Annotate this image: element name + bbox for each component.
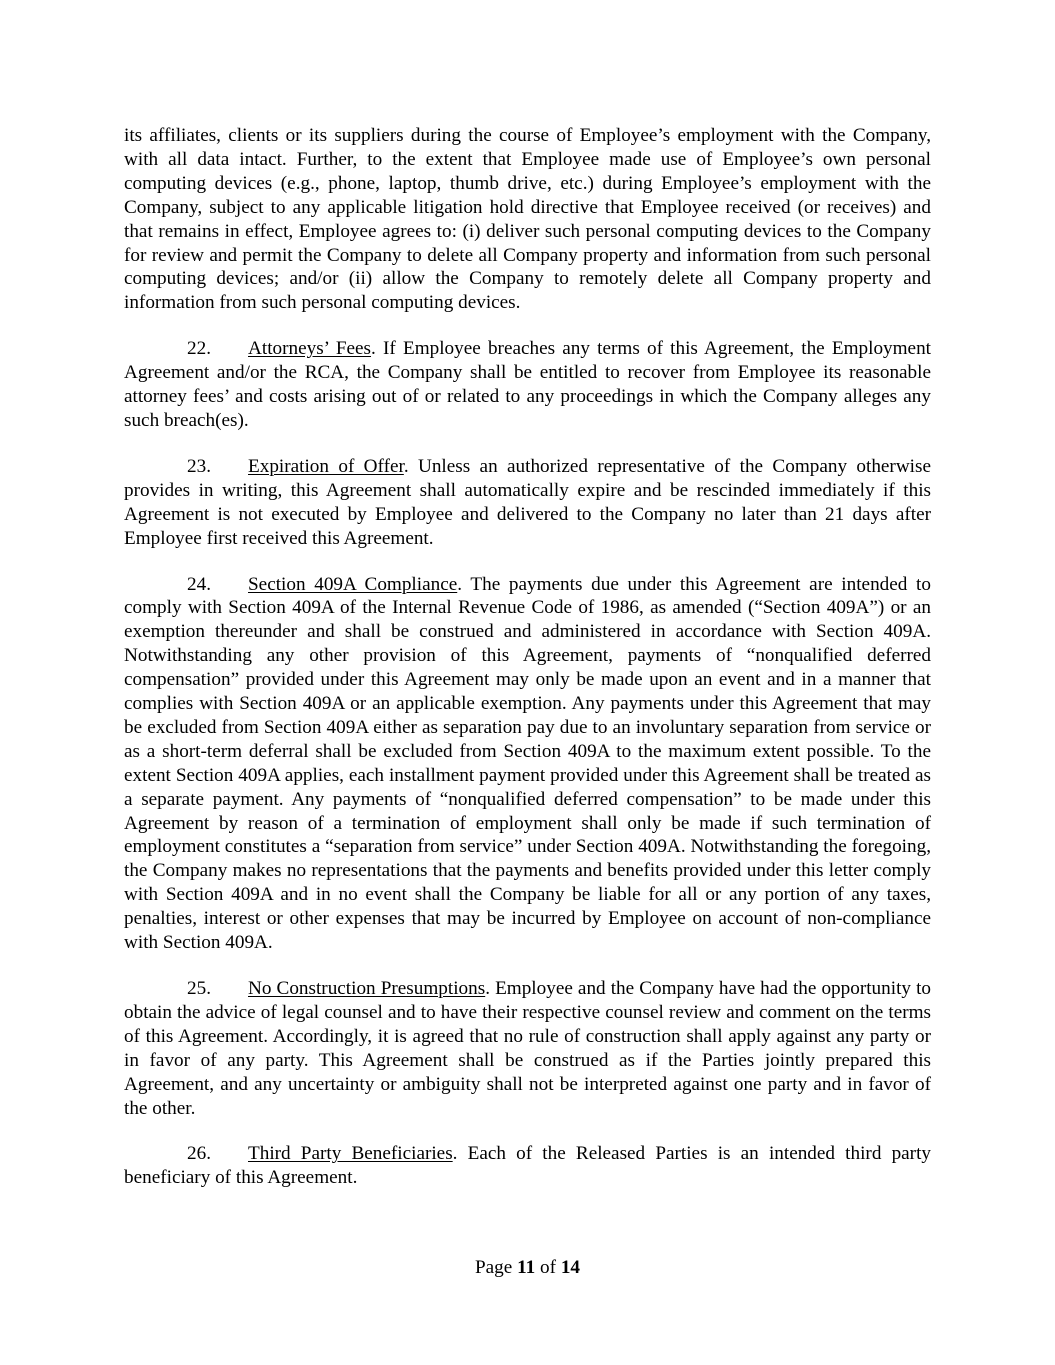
- paragraph-number: 23.: [187, 455, 211, 477]
- paragraph-heading: Attorneys’ Fees: [248, 338, 372, 360]
- document-body: [124, 124, 931, 1212]
- paragraph-24-section-409a: [124, 573, 931, 956]
- paragraph-number: 26.: [187, 1143, 211, 1165]
- paragraph-text: Each of the Released Parties is an intended third party beneficiary of this Agreement.: [124, 1143, 931, 1189]
- paragraph-text: Employee and the Company have had the opportunity to obtain the advice of legal counsel and to have their respective counsel review and comment on the terms of this Agreement. Accordingly, it is agreed that no rule of construction shall apply against any party or in favor of any party. This Agreement shall be construed as if the Parties jointly prepared this Agreement, and any uncertainty or ambiguity shall not be interpreted against one party and in favor of the other.: [124, 978, 931, 1119]
- heading-punctuation: .: [371, 338, 376, 360]
- paragraph-text: Unless an authorized representative of the Company otherwise provides in writing, this Agreement shall automatically expire and be rescinded immediately if this Agreement is not executed by Employee and delivered to the Company no later than 21 days after Employee first received this Agreement.: [124, 455, 931, 549]
- page-of-label: of: [535, 1257, 561, 1278]
- paragraph-number: 24.: [187, 573, 211, 595]
- paragraph-number: 22.: [187, 338, 211, 360]
- current-page-number: 11: [517, 1257, 536, 1278]
- paragraph-heading: Section 409A Compliance: [248, 573, 458, 595]
- heading-punctuation: .: [485, 978, 490, 999]
- heading-punctuation: .: [452, 1143, 458, 1165]
- paragraph-continued: [124, 124, 931, 315]
- page-footer: [0, 1256, 1055, 1280]
- heading-punctuation: .: [457, 573, 463, 595]
- paragraph-text: If Employee breaches any terms of this Agreement, the Employment Agreement and/or the RCA, the Company shall be entitled to recover from Employee its reasonable attorney fees’ and costs arising out of or related to any proceedings in which the Company alleges any such breach(es).: [124, 338, 932, 431]
- paragraph-23-expiration-of-offer: [124, 455, 931, 551]
- paragraph-heading: No Construction Presumptions: [248, 978, 486, 999]
- page-label: Page: [474, 1257, 518, 1278]
- paragraph-26-third-party-beneficiaries: [124, 1142, 931, 1190]
- paragraph-text: its affiliates, clients or its suppliers during the course of Employee’s employment with the Company, with all data intact. Further, to the extent that Employee made use of Employee’s own personal computing devices (e.g., phone, laptop, thumb drive, etc.) during Employee’s employment with the Company, subject to any applicable litigation hold directive that Employee received (or receives) and that remains in effect, Employee agrees to: (i) deliver such personal computing devices to the Company for review and permit the Company to delete all Company property and information from such personal computing devices; and/or (ii) allow the Company to remotely delete all Company property and information from such personal computing devices.: [124, 125, 931, 314]
- paragraph-heading: Expiration of Offer: [248, 455, 404, 477]
- paragraph-text: The payments due under this Agreement are intended to comply with Section 409A of the Internal Revenue Code of 1986, as amended (“Section 409A”) or an exemption thereunder and shall be construed and administered in accordance with Section 409A. Notwithstanding any other provision of this Agreement, payments of “nonqualified deferred compensation” provided under this Agreement may only be made upon an event and in a manner that complies with Section 409A or an applicable exemption. Any payments under this Agreement that may be excluded from Section 409A either as separation pay due to an involuntary separation from service or as a short-term deferral shall be excluded from Section 409A to the maximum extent possible. To the extent Section 409A applies, each installment payment provided under this Agreement shall be treated as a separate payment. Any payments of “nonqualified deferred compensation” to be made under this Agreement by reason of a termination of employment shall only be made if such termination of employment constitutes a “separation from service” under Section 409A. Notwithstanding the foregoing, the Company makes no representations that the payments and benefits provided under this letter comply with Section 409A and in no event shall the Company be liable for all or any portion of any taxes, penalties, interest or other expenses that may be incurred by Employee on account of non-compliance with Section 409A.: [124, 573, 931, 954]
- paragraph-number: 25.: [187, 978, 211, 999]
- total-pages-number: 14: [560, 1257, 580, 1278]
- paragraph-heading: Third Party Beneficiaries: [248, 1143, 453, 1165]
- paragraph-22-attorneys-fees: [124, 337, 931, 433]
- paragraph-25-no-construction-presumptions: [124, 977, 931, 1120]
- heading-punctuation: .: [403, 455, 409, 477]
